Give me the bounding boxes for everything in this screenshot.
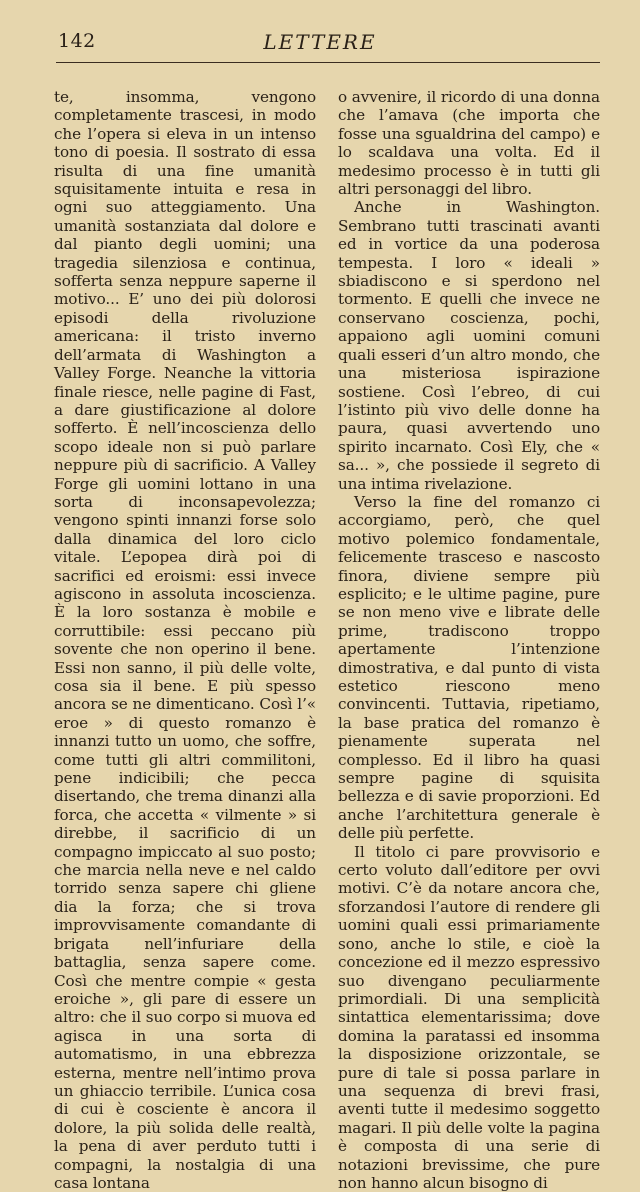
page-number: 142	[58, 30, 96, 52]
paragraph: Il titolo ci pare provvisorio e certo voluto dall’editore per ovvi motivi. C’è da notare ancora che, sforzandosi l’autore di rendere gli uomini quali essi primariamente sono, anche lo stile, e cioè la concezione ed il mezzo espressivo suo divengano peculiarmente primordiali. Di una semplicità sintattica elementarissima; dove domina la paratassi ed insomma la disposizione orizzontale, se pure di tale si possa parlare in una sequenza di brevi frasi, aventi tutte il medesimo soggetto magari. Il più delle volte la pagina è composta di una serie di notazioni brevissime, che pure non hanno alcun bisogno di	[338, 842, 600, 1192]
right-column	[338, 88, 600, 1192]
paragraph: Anche in Washington. Sembrano tutti trascinati avanti ed in vortice da una poderosa tempesta. I loro « ideali » sbiadiscono e si sperdono nel tormento. E quelli che invece ne conservano coscienza, pochi, appaiono agli uomini comuni quali esseri d’un altro mondo, che una misteriosa ispirazione sostiene. Così l’ebreo, di cui l’istinto più vivo delle donne ha paura, quasi avvertendo uno spirito incarnato. Così Ely, che « sa... », che possiede il segreto di una intima rivelazione.	[338, 198, 600, 493]
paragraph: o avvenire, il ricordo di una donna che l’amava (che importa che fosse una sgualdrina del campo) e lo scaldava una volta. Ed il medesimo processo è in tutti gli altri personaggi del libro.	[338, 88, 600, 199]
paragraph: Verso la fine del romanzo ci accorgiamo, però, che quel motivo polemico fondamentale, felicemente trasceso e nascosto finora, diviene sempre più esplicito; e le ultime pagine, pure se non meno vive e librate delle prime, tradiscono troppo apertamente l’intenzione dimostrativa, e dal punto di vista estetico riescono meno convincenti. Tuttavia, ripetiamo, la base pratica del romanzo è pienamente superata nel complesso. Ed il libro ha quasi sempre pagine di squisita bellezza e di savie proporzioni. Ed anche l’architettura generale è delle più perfette.	[338, 492, 600, 843]
paragraph: te, insomma, vengono completamente trascesi, in modo che l’opera si eleva in un intenso tono di poesia. Il sostrato di essa risulta di una fine umanità squisitamente intuita e resa in ogni suo atteggiamento. Una umanità sostanziata dal dolore e dal pianto degli uomini; una tragedia silenziosa e continua, sofferta senza neppure saperne il motivo... E’ uno dei più dolorosi episodi della rivoluzione americana: il tristo inverno dell’armata di Washington a Valley Forge. Neanche la vittoria finale riesce, nelle pagine di Fast, a dare giustificazione al dolore sofferto. È nell’incoscienza dello scopo ideale non si può parlare neppure più di sacrificio. A Valley Forge gli uomini lottano in una sorta di inconsapevolezza; vengono spinti innanzi forse solo dalla dinamica del loro ciclo vitale. L’epopea dirà poi di sacrifici ed eroismi: essi invece agiscono in assoluta incoscienza. È la loro sostanza è mobile e corruttibile: essi peccano più sovente che non operino il bene. Essi non sanno, il più delle volte, cosa sia il bene. E più spesso ancora se ne dimenticano. Così l’« eroe » di questo romanzo è innanzi tutto un uomo, che soffre, come tutti gli altri commilitoni, pene indicibili; che pecca disertando, che trema dinanzi alla forca, che accetta « vilmente » si direbbe, il sacrificio di un compagno impiccato al suo posto; che marcia nella neve e nel caldo torrido senza sapere chi gliene dia la forza; che si trova improvvisamente comandante di brigata nell’infuriare della battaglia, senza sapere come. Così che mentre compie « gesta eroiche », gli pare di essere un altro: che il suo corpo si muova ed agisca in una sorta di automatismo, in una ebbrezza esterna, mentre nell’intimo prova un ghiaccio terribile. L’unica cosa di cui è cosciente è ancora il dolore, la più solida delle realtà, la pena di aver perduto tutti i compagni, la nostalgia di una casa lontana	[54, 88, 316, 1192]
header-rule	[56, 62, 600, 63]
running-title: LETTERE	[263, 30, 377, 54]
left-column	[54, 88, 316, 1192]
